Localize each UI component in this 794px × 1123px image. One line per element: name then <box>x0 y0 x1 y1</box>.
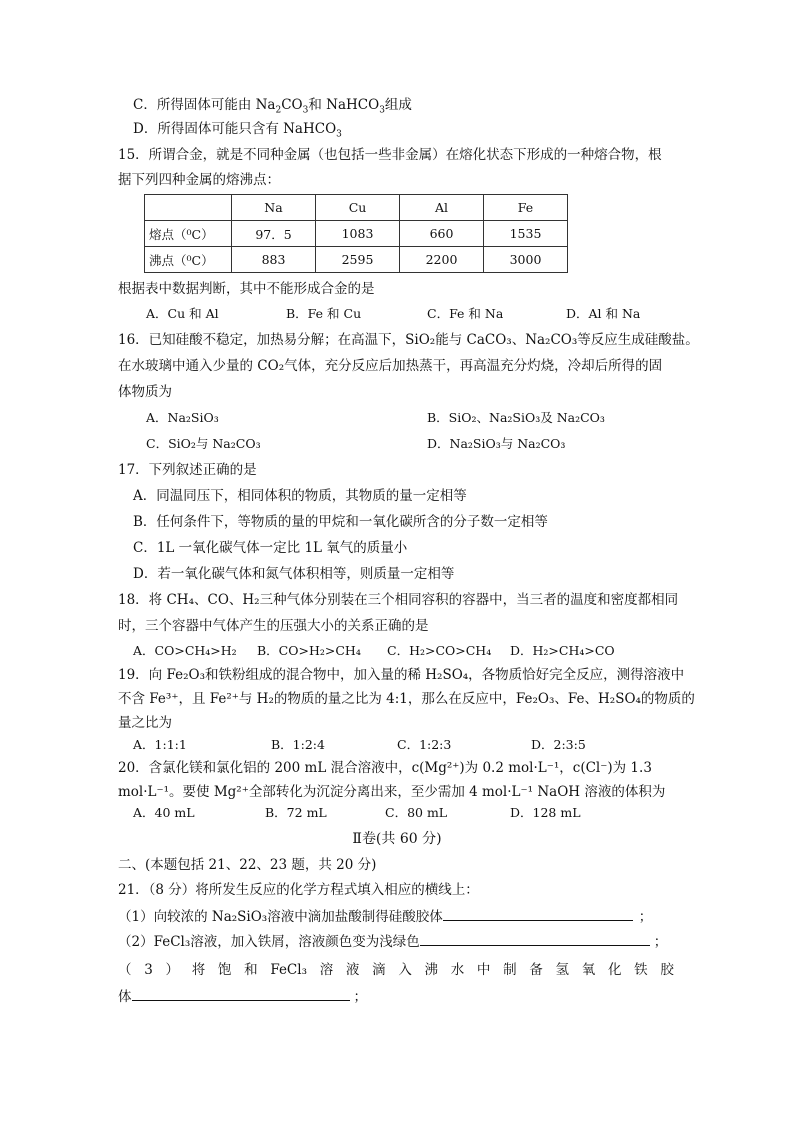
q21-item-3-word: 胶 <box>660 962 674 978</box>
answer-blank-3[interactable] <box>132 987 350 1001</box>
q18-stem-line1: 18．将 CH₄、CO、H₂三种气体分别装在三个相同容积的容器中，当三者的温度和密度都相同 <box>118 592 679 608</box>
q21-item-3-word: 沸 <box>424 962 439 978</box>
q18-stem-line2: 时，三个容器中气体产生的压强大小的关系正确的是 <box>118 618 429 634</box>
q21-item-1 <box>118 907 652 925</box>
section-two-heading: 二、(本题包括 21、22、23 题，共 20 分) <box>118 857 377 873</box>
q18-option-d: D．H₂>CH₄>CO <box>510 643 615 658</box>
q15-stem-line1: 15．所谓合金，就是不同种金属（也包括一些非金属）在熔化状态下形成的一种熔合物，根 <box>118 147 662 163</box>
table-row <box>145 247 568 273</box>
q21-item-3-word: 溶 <box>319 962 334 978</box>
q21-item-3-end: 体 <box>118 989 132 1005</box>
q15-question: 根据表中数据判断，其中不能形成合金的是 <box>118 281 375 297</box>
q16-option-a: A．Na₂SiO₃ <box>146 410 219 425</box>
q21-item-3-line2 <box>118 987 367 1005</box>
q15-option-b: B．Fe 和 Cu <box>286 306 362 321</box>
q18-option-c: C．H₂>CO>CH₄ <box>387 643 492 658</box>
q21-item-3-line1 <box>118 962 674 978</box>
q21-item-2 <box>118 932 667 950</box>
q21-item-3-word: 制 <box>503 962 517 978</box>
table-cell: 2595 <box>316 247 400 273</box>
q16-option-d: D．Na₂SiO₃与 Na₂CO₃ <box>427 436 566 451</box>
q20-option-c: C．80 mL <box>385 805 448 820</box>
q21-item-3-word: 将 <box>191 962 206 978</box>
table-cell: 97．5 <box>232 221 316 247</box>
q21-item-3-word: 备 <box>529 962 543 978</box>
q18-option-a: A．CO>CH₄>H₂ <box>133 643 237 658</box>
q16-option-c: C．SiO₂与 Na₂CO₃ <box>146 436 261 451</box>
q16-stem-line3: 体物质为 <box>118 384 172 400</box>
q21-item-3-word: 氢 <box>555 962 570 978</box>
q21-item-1-semicolon: ； <box>638 909 653 925</box>
q19-stem-line2: 不含 Fe³⁺，且 Fe²⁺与 H₂的物质的量之比为 4:1，那么在反应中，Fe₂O₃、Fe、H₂SO₄的物质的 <box>118 691 695 707</box>
q21-item-3-word: 饱 <box>217 962 232 978</box>
q17-option-b: B．任何条件下，等物质的量的甲烷和一氧化碳所含的分子数一定相等 <box>133 514 548 530</box>
q21-item-3-word: 液 <box>345 962 360 978</box>
table-cell: 熔点（⁰C） <box>145 221 232 247</box>
table-header-cell: Al <box>400 195 484 221</box>
q21-item-2-semicolon: ； <box>653 934 668 950</box>
q21-item-3-semicolon: ； <box>353 989 367 1005</box>
q21-item-3-word: 化 <box>607 962 622 978</box>
q21-item-3-word: （ <box>118 962 132 978</box>
table-header-cell: Fe <box>484 195 568 221</box>
q21-item-3-word: 滴 <box>372 962 386 978</box>
q21-stem: 21．（8 分）将所发生反应的化学方程式填入相应的横线上： <box>118 882 479 898</box>
q21-item-3-word: 中 <box>476 962 491 978</box>
q21-item-3-word: ） <box>165 962 179 978</box>
table-row <box>145 221 568 247</box>
melting-point-table <box>144 194 568 273</box>
q19-option-b: B．1:2:4 <box>271 737 325 752</box>
q19-option-d: D．2:3:5 <box>531 737 586 752</box>
part-two-title: Ⅱ卷(共 60 分) <box>352 831 442 847</box>
q16-option-b: B．SiO₂、Na₂SiO₃及 Na₂CO₃ <box>427 410 605 425</box>
table-cell: 660 <box>400 221 484 247</box>
q15-option-d: D．Al 和 Na <box>566 306 641 321</box>
q20-option-a: A．40 mL <box>133 805 195 820</box>
q16-stem-line2: 在水玻璃中通入少量的 CO₂气体，充分反应后加热蒸干，再高温充分灼烧，冷却后所得的固 <box>118 358 663 374</box>
q20-stem-line2: mol·L⁻¹。要使 Mg²⁺全部转化为沉淀分离出来，至少需加 4 mol·L⁻¹ NaOH 溶液的体积为 <box>118 784 666 800</box>
table-cell: 1535 <box>484 221 568 247</box>
table-cell: 883 <box>232 247 316 273</box>
q20-option-d: D．128 mL <box>510 805 581 820</box>
q21-item-1-text: （1）向较浓的 Na₂SiO₃溶液中滴加盐酸制得硅酸胶体 <box>118 909 443 925</box>
q15-option-a: A．Cu 和 Al <box>146 306 219 321</box>
q21-item-3-word: 水 <box>450 962 465 978</box>
q17-option-a: A．同温同压下，相同体积的物质，其物质的量一定相等 <box>133 488 467 504</box>
q21-item-3-word: 入 <box>398 962 412 978</box>
table-header-cell: Na <box>232 195 316 221</box>
q17-option-c: C．1L 一氧化碳气体一定比 1L 氧气的质量小 <box>133 540 408 556</box>
q21-item-3-word: 和 <box>244 962 258 978</box>
q21-item-3-word: 铁 <box>634 962 648 978</box>
table-cell: 2200 <box>400 247 484 273</box>
q19-stem-line3: 量之比为 <box>118 715 172 731</box>
q15-stem-line2: 据下列四种金属的熔沸点： <box>118 172 280 188</box>
table-cell: 1083 <box>316 221 400 247</box>
table-cell: 沸点（⁰C） <box>145 247 232 273</box>
q21-item-3-word: FeCl₃ <box>270 962 307 978</box>
q19-option-c: C．1:2:3 <box>397 737 452 752</box>
table-header-cell: Cu <box>316 195 400 221</box>
table-header-cell <box>145 195 232 221</box>
answer-blank-1[interactable] <box>443 907 633 921</box>
q16-stem-line1: 16．已知硅酸不稳定，加热易分解；在高温下，SiO₂能与 CaCO₃、Na₂CO₃等反应生成硅酸盐。 <box>118 332 699 348</box>
q17-stem: 17．下列叙述正确的是 <box>118 462 257 478</box>
q20-stem-line1: 20．含氯化镁和氯化铝的 200 mL 混合溶液中，c(Mg²⁺)为 0.2 mol·L⁻¹，c(Cl⁻)为 1.3 <box>118 760 652 776</box>
q14-option-c: C．所得固体可能由 $Na_2CO_3$和 NaHCO$_3$组成 <box>133 97 412 116</box>
answer-blank-2[interactable] <box>420 932 650 946</box>
q18-option-b: B．CO>H₂>CH₄ <box>257 643 361 658</box>
q21-item-3-word: 3 <box>144 962 153 978</box>
q17-option-d: D．若一氧化碳气体和氮气体积相等，则质量一定相等 <box>133 566 455 582</box>
table-header-row <box>145 195 568 221</box>
q21-item-3-word: 氧 <box>581 962 596 978</box>
q20-option-b: B．72 mL <box>265 805 327 820</box>
table-cell: 3000 <box>484 247 568 273</box>
q19-option-a: A．1:1:1 <box>133 737 187 752</box>
q14-option-d: D．所得固体可能只含有 NaHCO$_3$ <box>133 121 342 140</box>
q15-option-c: C．Fe 和 Na <box>427 306 504 321</box>
q19-stem-line1: 19．向 Fe₂O₃和铁粉组成的混合物中，加入量的稀 H₂SO₄，各物质恰好完全反应，测得溶液中 <box>118 667 685 683</box>
q21-item-2-text: （2）FeCl₃溶液，加入铁屑，溶液颜色变为浅绿色 <box>118 934 420 950</box>
